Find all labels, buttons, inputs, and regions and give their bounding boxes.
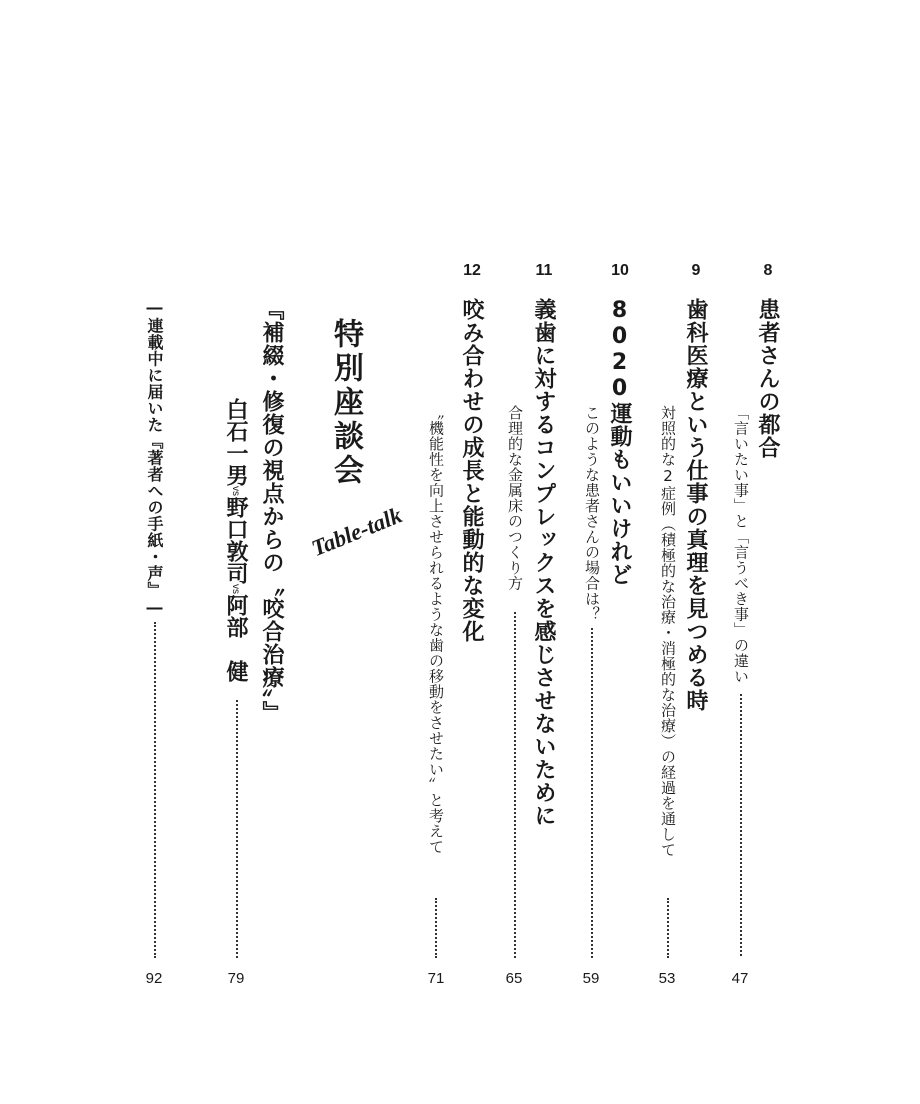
page-number: 53 (658, 970, 676, 987)
leader-dots (154, 622, 156, 958)
roundtable-english-label: Table-talk (308, 502, 406, 562)
roundtable-guests (224, 398, 246, 682)
chapter-title: 患者さんの都合 (755, 298, 780, 459)
leader-dots (236, 700, 238, 958)
chapter-subtitle: 「言いたい事」と「言うべき事」の違い (732, 405, 750, 684)
chapter-number: 11 (535, 262, 553, 279)
guest-name: 野口敦司 (223, 496, 248, 584)
page-number: 71 (427, 970, 445, 987)
roundtable-title: 『補綴・修復の視点からの〝咬合治療〟』 (259, 298, 284, 724)
chapter-subtitle: 〝機能性を向上させられるような歯の移動をさせたい〟と考えて (427, 405, 445, 855)
chapter-number: 8 (763, 262, 773, 279)
vs-label: vs (230, 584, 241, 594)
chapter-title: 義歯に対するコンプレックスを感じさせないために (531, 298, 556, 827)
chapter-subtitle: 対照的な2症例（積極的な治療・消極的な治療）の経過を通して (659, 405, 677, 858)
guest-name: 白石一男 (223, 398, 248, 486)
page-number: 47 (731, 970, 749, 987)
letters-title: ―連載中に届いた『著者への手紙・声』― (145, 298, 164, 618)
chapter-number: 12 (463, 262, 481, 279)
page-number: 92 (145, 970, 163, 987)
page-number: 59 (582, 970, 600, 987)
page-number: 65 (505, 970, 523, 987)
chapter-title: 咬み合わせの成長と能動的な変化 (459, 298, 484, 643)
chapter-number: 9 (691, 262, 701, 279)
leader-dots (667, 898, 669, 958)
chapter-title: 歯科医療という仕事の真理を見つめる時 (683, 298, 708, 712)
chapter-number: 10 (611, 262, 629, 279)
guest-name: 阿部 健 (223, 594, 248, 682)
leader-dots (740, 694, 742, 956)
chapter-subtitle: このような患者さんの場合は？ (583, 405, 601, 622)
chapter-subtitle: 合理的な金属床のつくり方 (506, 405, 524, 591)
leader-dots (591, 628, 593, 958)
page-number: 79 (227, 970, 245, 987)
leader-dots (514, 612, 516, 958)
roundtable-heading: 特別座談会 (328, 318, 363, 488)
vs-label: vs (230, 486, 241, 496)
chapter-title: 8020運動もいいけれど (607, 298, 632, 586)
leader-dots (435, 898, 437, 958)
